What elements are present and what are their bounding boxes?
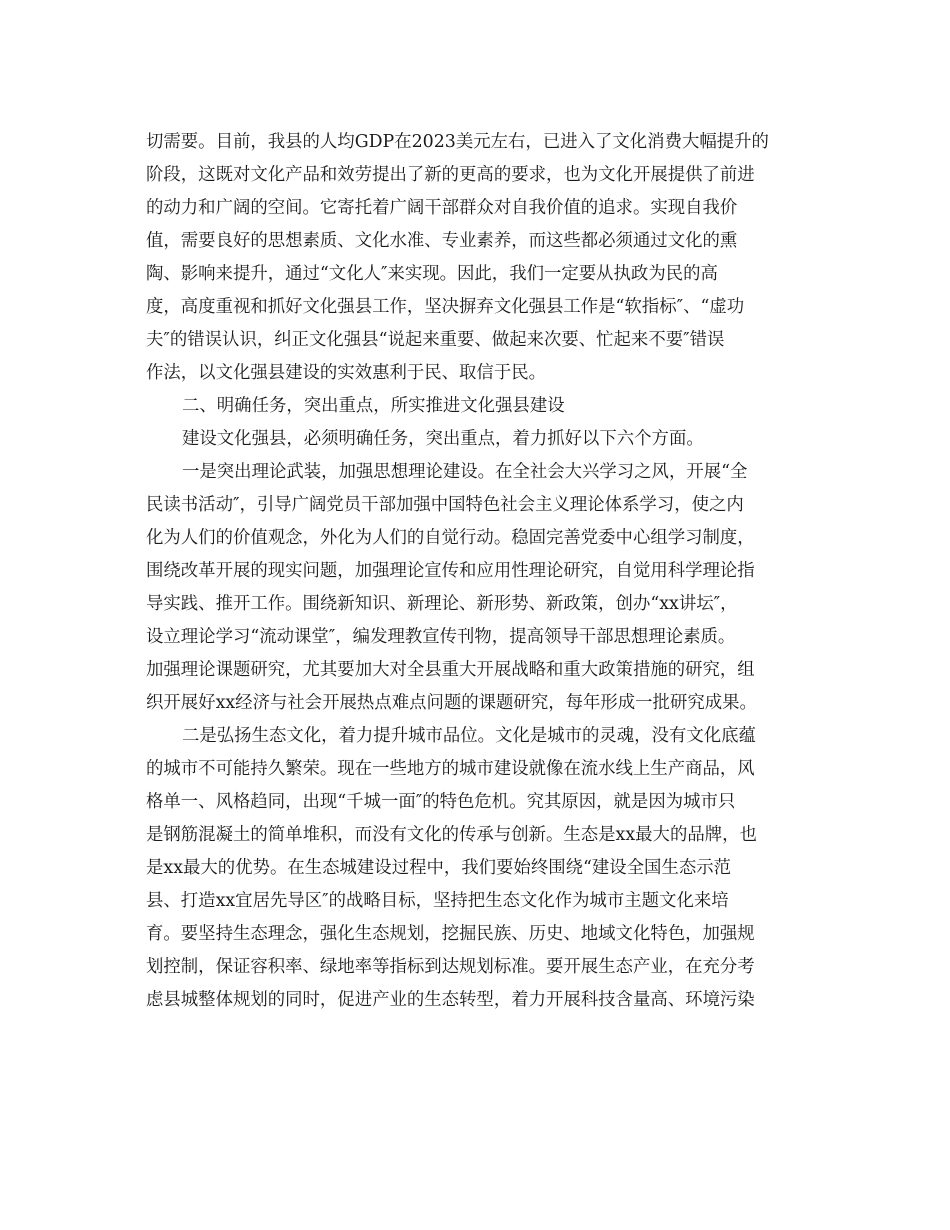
- text-line: 化为人们的价值观念，外化为人们的自觉行动。稳固完善党委中心组学习制度，: [146, 528, 755, 548]
- paragraph-start-line: 一是突出理论武装，加强思想理论建设。在全社会大兴学习之风，开展“全: [182, 462, 748, 482]
- document-body: [146, 126, 810, 1017]
- text-line: 围绕改革开展的现实问题，加强理论宣传和应用性理论研究，自觉用科学理论指: [146, 561, 755, 581]
- text-line: 加强理论课题研究，尤其要加大对全县重大开展战略和重大政策措施的研究，组: [146, 660, 755, 680]
- text-line: 设立理论学习“流动课堂″，编发理教宣传刊物，提高领导干部思想理论素质。: [146, 627, 736, 647]
- text-line: 度，高度重视和抓好文化强县工作，坚决摒弃文化强县工作是“软指标″、“虚功: [146, 297, 745, 317]
- text-line: 切需要。目前，我县的人均GDP在2023美元左右，已进入了文化消费大幅提升的: [146, 132, 769, 152]
- section-heading: 二、明确任务，突出重点，所实推进文化强县建设: [182, 396, 565, 416]
- paragraph-start-line: 建设文化强县，必须明确任务，突出重点，着力抓好以下六个方面。: [182, 429, 704, 449]
- text-line: 虑县城整体规划的同时，促进产业的生态转型，着力开展科技含量高、环境污染: [146, 990, 755, 1010]
- text-line: 县、打造xx宜居先导区″的战略目标，坚持把生态文化作为城市主题文化来培: [146, 891, 729, 911]
- text-line: 夫″的错误认识，纠正文化强县“说起来重要、做起来次要、忙起来不要″错误: [146, 330, 725, 350]
- text-line: 陶、影响来提升，通过“文化人″来实现。因此，我们一定要从执政为民的高: [146, 264, 718, 284]
- text-line: 阶段，这既对文化产品和效劳提出了新的更高的要求，也为文化开展提供了前进: [146, 165, 755, 185]
- text-line: 的动力和广阔的空间。它寄托着广阔干部群众对自我价值的追求。实现自我价: [146, 198, 738, 218]
- text-line: 民读书活动″，引导广阔党员干部加强中国特色社会主义理论体系学习，使之内: [146, 495, 744, 515]
- text-line: 格单一、风格趋同，出现“千城一面″的特色危机。究其原因，就是因为城市只: [146, 792, 736, 812]
- text-line: 值，需要良好的思想素质、文化水准、专业素养，而这些都必须通过文化的熏: [146, 231, 738, 251]
- text-line: 育。要坚持生态理念，强化生态规划，挖掘民族、历史、地域文化特色，加强规: [146, 924, 755, 944]
- text-line: 作法，以文化强县建设的实效惠利于民、取信于民。: [146, 363, 546, 383]
- text-line: 的城市不可能持久繁荣。现在一些地方的城市建设就像在流水线上生产商品，风: [146, 759, 755, 779]
- text-line: 织开展好xx经济与社会开展热点难点问题的课题研究，每年形成一批研究成果。: [146, 693, 757, 713]
- text-line: 导实践、推开工作。围绕新知识、新理论、新形势、新政策，创办“xx讲坛″，: [146, 594, 738, 614]
- text-line: 划控制，保证容积率、绿地率等指标到达规划标准。要开展生态产业，在充分考: [146, 957, 755, 977]
- text-line: 是钢筋混凝土的简单堆积，而没有文化的传承与创新。生态是xx最大的品牌，也: [146, 825, 757, 845]
- paragraph-start-line: 二是弘扬生态文化，着力提升城市品位。文化是城市的灵魂，没有文化底蕴: [182, 726, 756, 746]
- text-line: 是xx最大的优势。在生态城建设过程中，我们要始终围绕“建设全国生态示范: [146, 858, 732, 878]
